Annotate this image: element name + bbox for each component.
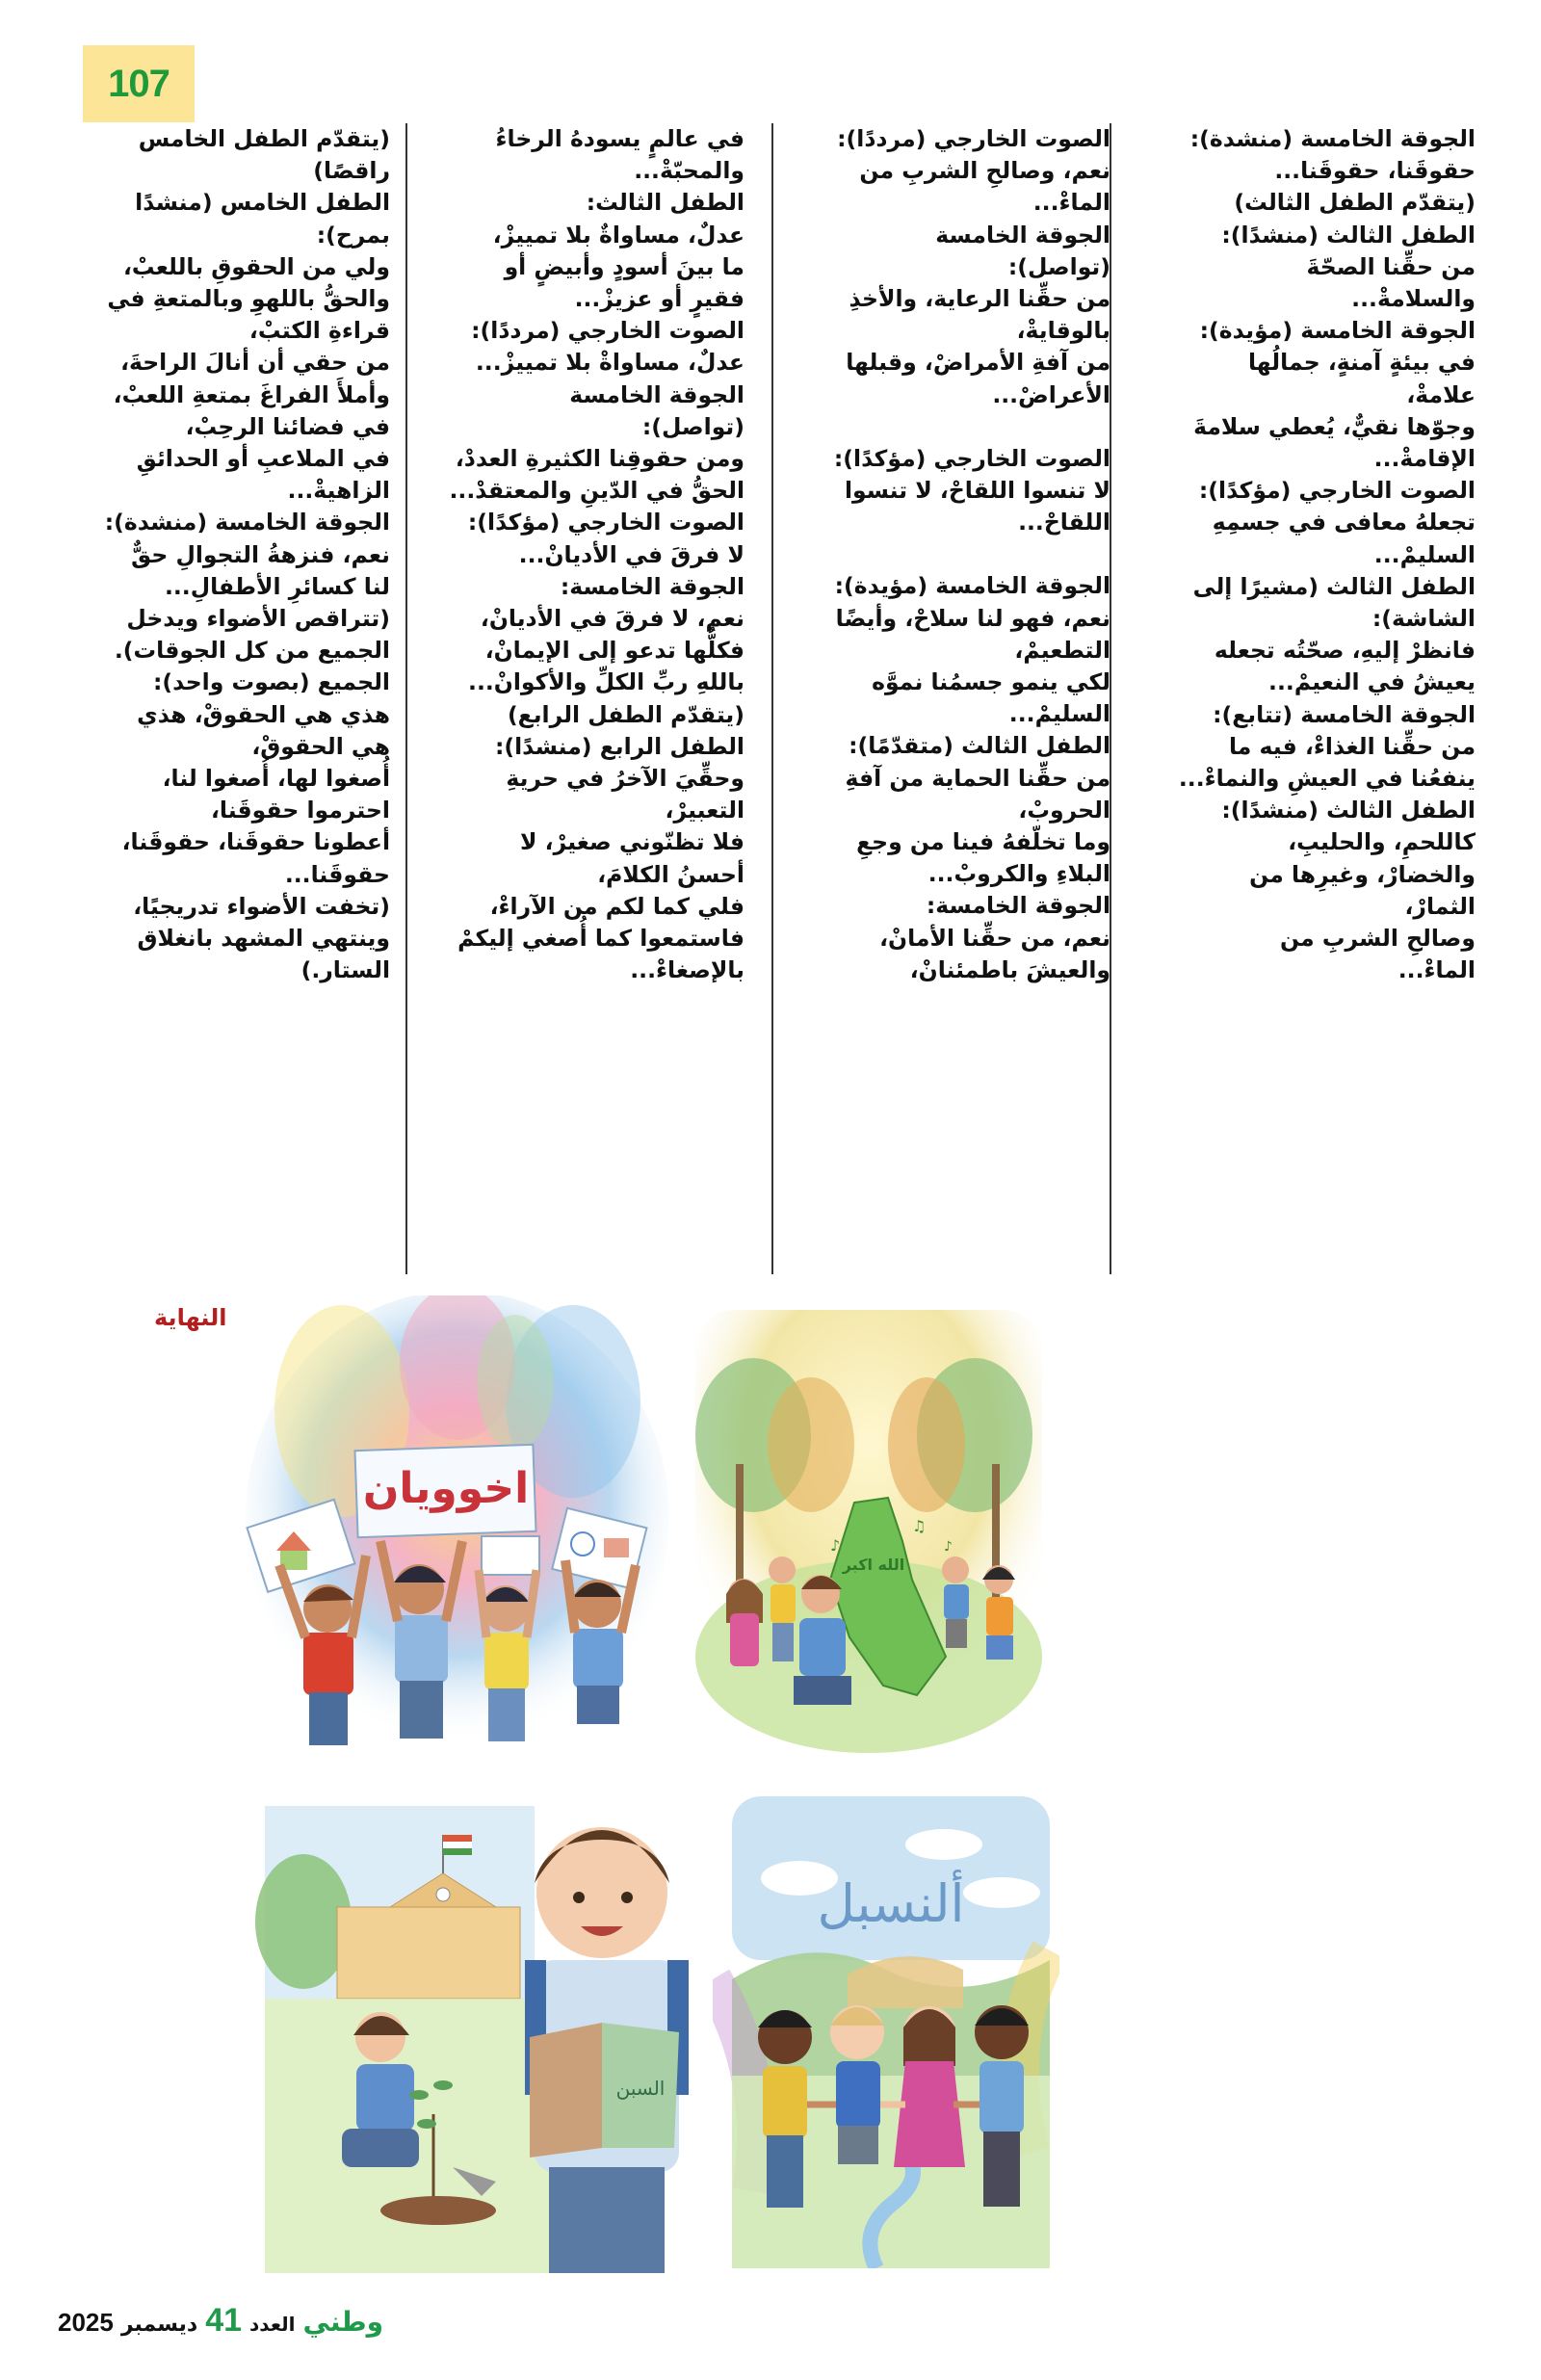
magazine-footer (58, 2302, 383, 2340)
text-column-2 (771, 123, 1110, 1274)
svg-text:♪: ♪ (830, 1536, 841, 1555)
illustration-children-holding-hands (713, 1787, 1059, 2268)
watercolor-hills-scene (713, 1787, 1059, 2268)
dialogue-line: من حقِّنا الغذاءْ، فيه ما ينفعُنا في العيشِ والنماءْ... (1178, 732, 1476, 793)
dialogue-line: هذي هي الحقوقْ، هذي هي الحقوقْ، (137, 700, 390, 760)
dialogue-line: في عالمٍ يسودهُ الرخاءُ والمحبّةْ... (495, 125, 744, 185)
dialogue-line: أعطونا حقوقَنا، حقوقَنا، حقوقَنا... (121, 828, 390, 888)
map-text: الله اكبر (842, 1556, 905, 1574)
watercolor-school-scene (246, 1777, 703, 2273)
dialogue-line: الطفل الرابع (منشدًا): (494, 732, 744, 760)
dialogue-line: ما بينَ أسودٍ وأبيضٍ أو فقيرٍ أو عزيزْ... (504, 252, 744, 313)
text-column-1 (1110, 123, 1476, 1274)
dialogue-line: الطفل الثالث (متقدّمًا): (849, 732, 1110, 760)
dialogue-line: لا تنسوا اللقاحْ، لا تنسوا اللقاحْ... (844, 477, 1110, 536)
dialogue-line: نعم، من حقِّنا الأمانْ، والعيشَ باطمئنانْ، (879, 924, 1110, 983)
text-column-3 (405, 123, 744, 1274)
dialogue-line: الجوقة الخامسة (مؤيدة): (1199, 317, 1476, 345)
dialogue-line: عدلٌ، مساواةْ بلا تمييزْ... (475, 349, 744, 377)
the-end-label: النهاية (154, 1304, 227, 1331)
page-number: 107 (108, 62, 170, 105)
dialogue-line: نعم، فهو لنا سلاحْ، وأيضًا التطعيمْ، (835, 604, 1110, 664)
dialogue-line: الصوت الخارجي (مؤكدًا): (467, 509, 744, 536)
magazine-name: وطني (302, 2306, 384, 2338)
dialogue-line: في فضائنا الرحِبْ، (185, 412, 390, 440)
dialogue-line: الجوقة الخامسة (تواصل): (569, 380, 744, 440)
paragraph-spacer (781, 538, 1110, 570)
dialogue-line: الجوقة الخامسة (منشدة): (104, 509, 390, 536)
dialogue-line: لكي ينمو جسمُنا نموَّه السليمْ... (872, 668, 1110, 728)
dialogue-line: لا فرقَ في الأديانْ... (518, 540, 744, 568)
dialogue-line: وصالحِ الشربِ من الماءْ... (1280, 925, 1476, 984)
svg-text:♫: ♫ (912, 1517, 927, 1535)
dialogue-line: نعم، فنزهةُ التجوالِ حقٌّ لنا كسائرِ الأطفالِ... (131, 540, 390, 600)
dialogue-line: الطفل الثالث: (586, 189, 744, 217)
sky-calligraphy: ألنسبل (817, 1873, 965, 1934)
illustration-children-map (686, 1291, 1052, 1761)
dialogue-line: وأملأَ الفراغَ بمتعةِ اللعبْ، (113, 380, 390, 408)
dialogue-line: فانظرْ إليهِ، صحّتُه تجعله يعيشُ في النعيمْ... (1214, 637, 1476, 696)
page-number-badge (83, 45, 195, 122)
banner-text: اخوويان (362, 1464, 530, 1513)
dialogue-line: فكلُّها تدعو إلى الإيمانْ، (484, 637, 744, 665)
dialogue-line: (تخفت الأضواء تدريجيًا، وينتهي المشهد بانغلاق الستار.) (133, 892, 390, 984)
issue-year: 2025 (58, 2308, 114, 2337)
dialogue-line: (يتقدّم الطفل الخامس راقصًا) (138, 125, 390, 185)
dialogue-line: من حقي أن أنالَ الراحةَ، (120, 349, 390, 377)
dialogue-line: فلي كما لكم من الآراءْ، (489, 892, 744, 920)
book-cover-text: السبن (615, 2077, 666, 2100)
dialogue-line: الصوت الخارجي (مرددًا): (837, 125, 1110, 152)
dialogue-line: الجميع (بصوت واحد): (153, 668, 390, 696)
watercolor-banner-scene (226, 1295, 679, 1753)
dialogue-line: الطفل الثالث (مشيرًا إلى الشاشة): (1192, 572, 1476, 633)
dialogue-line: في الملاعبِ أو الحدائقِ الزاهيةْ... (136, 445, 390, 505)
dialogue-line: الطفل الخامس (منشدًا بمرح): (135, 189, 390, 248)
dialogue-line: الجوقة الخامسة: (560, 572, 744, 600)
dialogue-line: الجوقة الخامسة (تواصل): (935, 221, 1110, 280)
dialogue-line: الجوقة الخامسة (منشدة): (1189, 125, 1476, 152)
dialogue-line: والحقُّ باللهوِ وبالمتعةِ في قراءةِ الكتبْ، (107, 285, 390, 345)
dialogue-line: تجعلهُ معافى في جسمِهِ السليمْ... (1212, 509, 1476, 568)
dialogue-line: (يتقدّم الطفل الثالث) (1234, 189, 1476, 217)
dialogue-line: من آفةِ الأمراضْ، وقبلها الأعراضْ... (846, 349, 1110, 408)
dialogue-line: من حقِّنا الصحّةَ والسلامةْ... (1306, 252, 1476, 313)
dialogue-line: حقوقَنا، حقوقَنا... (1274, 157, 1476, 185)
dialogue-line: (يتقدّم الطفل الرابع) (507, 700, 744, 728)
dialogue-line: الحقُّ في الدّينِ والمعتقدْ... (449, 477, 744, 505)
dialogue-line: نعم، لا فرقَ في الأديانْ، (480, 605, 744, 633)
illustration-boy-reading (246, 1777, 703, 2273)
dialogue-line: (تتراقص الأضواء ويدخل الجميع من كل الجوقات). (114, 605, 390, 665)
dialogue-line: أُصغوا لها، أُصغوا لنا، (162, 765, 390, 793)
dialogue-line: الصوت الخارجي (مرددًا): (471, 317, 744, 345)
dialogue-line: الطفل الثالث (منشدًا): (1221, 797, 1476, 824)
paragraph-spacer (781, 411, 1110, 443)
dialogue-line: الصوت الخارجي (مؤكدًا): (1198, 477, 1476, 505)
dialogue-line: وما تخلّفهُ فينا من وجعِ البلاءِ والكروبْ... (856, 828, 1110, 888)
svg-text:♪: ♪ (944, 1539, 953, 1555)
dialogue-line: وحقِّيَ الآخرُ في حريةِ التعبيرْ، (506, 765, 744, 824)
dialogue-line: نعم، وصالحِ الشربِ من الماءْ... (859, 157, 1110, 217)
dialogue-line: الجوقة الخامسة (مؤيدة): (834, 572, 1110, 600)
dialogue-line: الجوقة الخامسة (تتابع): (1213, 700, 1476, 728)
dialogue-line: باللهِ ربِّ الكلِّ والأكوانْ... (468, 668, 744, 696)
dialogue-line: الطفل الثالث (منشدًا): (1221, 221, 1476, 248)
illustration-children-banner (226, 1295, 679, 1753)
dialogue-line: من حقِّنا الحماية من آفةِ الحروبْ، (845, 764, 1110, 824)
dialogue-line: من حقِّنا الرعاية، والأخذِ بالوقايةْ، (849, 285, 1110, 345)
dialogue-line: فلا تظنّوني صغيرْ، لا أحسنُ الكلامَ، (519, 828, 744, 888)
dialogue-line: في بيئةٍ آمنةٍ، جمالُها علامةْ، (1247, 349, 1476, 408)
dialogue-line: وجوّها نقيٌّ، يُعطي سلامةَ الإقامةْ... (1193, 412, 1476, 473)
dialogue-line: الجوقة الخامسة: (926, 892, 1110, 920)
dialogue-line: ولي من الحقوقِ باللعبْ، (122, 252, 390, 280)
text-column-4 (82, 123, 390, 1274)
article-columns (0, 123, 1541, 1274)
watercolor-map-scene (686, 1291, 1052, 1761)
dialogue-line: احترموا حقوقَنا، (210, 797, 390, 824)
dialogue-line: ومن حقوقِنا الكثيرةِ العددْ، (455, 445, 744, 473)
dialogue-line: الصوت الخارجي (مؤكدًا): (833, 444, 1110, 472)
issue-month: ديسمبر (120, 2313, 198, 2337)
issue-number: 41 (205, 2302, 243, 2339)
issue-label: العدد (249, 2313, 296, 2336)
dialogue-line: كاللحمِ، والحليبِ، والخضارْ، وغيرِها من الثمارْ، (1249, 828, 1476, 920)
dialogue-line: عدلٌ، مساواةٌ بلا تمييزْ، (492, 221, 744, 248)
dialogue-line: فاستمعوا كما أُصغي إليكمْ بالإصغاءْ... (457, 925, 744, 984)
